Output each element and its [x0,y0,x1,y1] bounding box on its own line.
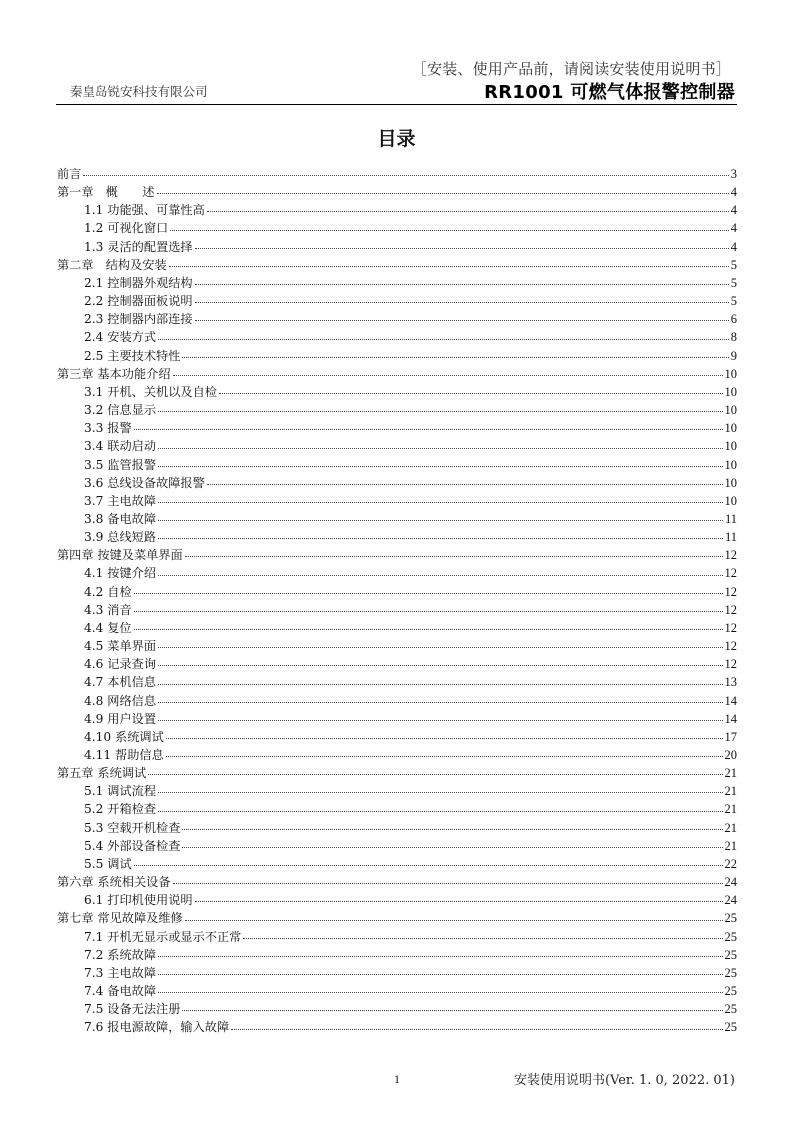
toc-section-entry[interactable] [57,401,737,419]
toc-entry-page-number: 9 [730,348,737,363]
toc-chapter-entry[interactable] [57,365,737,383]
toc-entry-label: 第六章 系统相关设备 [57,875,171,890]
toc-entry-label: 3.5 监管报警 [84,457,157,472]
toc-entry-label: 7.2 系统故障 [84,947,157,962]
toc-entry-page-number: 12 [724,548,737,563]
toc-section-entry[interactable] [57,419,737,437]
toc-section-entry[interactable] [57,510,737,528]
toc-entry-page-number: 10 [724,457,737,472]
toc-entry-page-number: 25 [724,984,737,999]
header-reading-note: ［安装、使用产品前，请阅读安装使用说明书］ [411,60,731,78]
dot-leader [182,1009,722,1011]
toc-entry-page-number: 21 [724,784,737,799]
toc-section-entry[interactable] [57,201,737,219]
toc-section-entry[interactable] [57,891,737,909]
dot-leader [157,192,729,194]
toc-entry-page-number: 4 [730,239,737,254]
toc-section-entry[interactable] [57,655,737,673]
dot-leader [158,791,722,793]
dot-leader [185,555,723,557]
toc-entry-label: 第二章 结构及安装 [57,257,167,272]
toc-entry-label: 第三章 基本功能介绍 [57,366,171,381]
header-product-title: RR1001 可燃气体报警控制器 [484,82,735,103]
toc-entry-label: 4.4 复位 [84,620,132,635]
dot-leader [158,447,722,449]
toc-entry-label: 4.3 消音 [84,602,132,617]
toc-section-entry[interactable] [57,819,737,837]
toc-entry-page-number: 3 [730,167,737,181]
toc-entry-page-number: 5 [730,257,737,272]
dot-leader [170,229,729,231]
toc-entry-label: 3.1 开机、关机以及自检 [84,384,217,399]
toc-entry-label: 2.2 控制器面板说明 [84,294,193,309]
toc-entry-label: 第四章 按键及菜单界面 [57,548,183,563]
toc-entry-page-number: 21 [724,838,737,853]
toc-entry-page-number: 11 [724,530,737,545]
toc-section-entry[interactable] [57,564,737,582]
toc-entry-label: 4.10 系统调试 [84,729,164,744]
dot-leader [148,773,722,775]
toc-chapter-entry[interactable] [57,873,737,891]
dot-leader [158,701,722,703]
toc-entry-page-number: 10 [724,493,737,508]
toc-entry-page-number: 25 [724,929,737,944]
toc-entry-page-number: 24 [724,875,737,890]
toc-entry-label: 第七章 常见故障及维修 [57,911,183,926]
dot-leader [158,810,722,812]
dot-leader [158,664,722,666]
toc-section-entry[interactable] [57,673,737,691]
toc-chapter-entry[interactable] [57,183,737,201]
toc-section-entry[interactable] [57,710,737,728]
toc-entry-page-number: 22 [724,856,737,871]
dot-leader [173,374,723,376]
toc-entry-page-number: 10 [724,475,737,490]
toc-section-entry[interactable] [57,274,737,292]
toc-section-entry[interactable] [57,383,737,401]
toc-entry-label: 2.3 控制器内部连接 [84,312,193,327]
dot-leader [195,900,723,902]
toc-entry-page-number: 5 [730,294,737,309]
table-of-contents [57,165,737,1037]
toc-entry-label: 4.11 帮助信息 [84,748,164,762]
toc-entry-page-number: 4 [730,203,737,218]
toc-entry-page-number: 12 [724,639,737,654]
toc-section-entry[interactable] [57,782,737,800]
dot-leader [134,592,723,594]
toc-entry-label: 3.6 总线设备故障报警 [84,475,205,490]
dot-leader [173,882,723,884]
toc-section-entry[interactable] [57,982,737,1000]
toc-section-entry[interactable] [57,964,737,982]
toc-entry-page-number: 20 [724,748,737,762]
toc-entry-label: 5.3 空载开机检查 [84,820,181,835]
toc-section-entry[interactable] [57,1000,737,1018]
dot-leader [231,1028,722,1030]
toc-entry-page-number: 8 [730,330,737,345]
header-divider [56,104,737,105]
toc-entry-page-number: 17 [724,729,737,744]
dot-leader [83,174,728,176]
toc-entry-label: 7.6 报电源故障，输入故障 [84,1020,230,1035]
footer-version: 安装使用说明书(Ver. 1. 0, 2022. 01) [513,1073,735,1088]
dot-leader [158,646,722,648]
toc-section-entry[interactable] [57,855,737,873]
toc-entry-label: 3.2 信息显示 [84,403,157,418]
toc-entry-label: 4.2 自检 [84,584,132,599]
toc-section-entry[interactable] [57,528,737,546]
toc-entry-page-number: 10 [724,366,737,381]
toc-section-entry[interactable] [57,583,737,601]
toc-entry-label: 7.4 备电故障 [84,984,157,999]
dot-leader [243,937,722,939]
toc-section-entry[interactable] [57,728,737,746]
dot-leader [195,319,729,321]
dot-leader [195,283,729,285]
toc-chapter-entry[interactable] [57,256,737,274]
toc-entry-label: 2.1 控制器外观结构 [84,275,193,290]
toc-chapter-entry[interactable] [57,764,737,782]
toc-section-entry[interactable] [57,601,737,619]
toc-section-entry[interactable] [57,328,737,346]
dot-leader [158,719,722,721]
toc-section-entry[interactable] [57,456,737,474]
dot-leader [219,392,723,394]
toc-entry-page-number: 14 [724,693,737,708]
toc-entry-label: 3.8 备电故障 [84,511,157,526]
toc-entry-label: 1.3 灵活的配置选择 [84,239,193,254]
toc-section-entry[interactable] [57,619,737,637]
dot-leader [195,301,729,303]
toc-chapter-entry[interactable] [57,546,737,564]
toc-entry-label: 4.6 记录查询 [84,657,157,672]
dot-leader [158,574,722,576]
toc-section-entry[interactable] [57,347,737,365]
dot-leader [158,683,722,685]
toc-title: 目录 [377,128,416,150]
toc-entry-label: 4.9 用户设置 [84,711,157,726]
dot-leader [182,356,728,358]
dot-leader [166,755,723,757]
toc-section-entry[interactable] [57,310,737,328]
toc-entry-label: 3.3 报警 [84,421,132,436]
toc-entry-page-number: 25 [724,1020,737,1035]
dot-leader [158,973,722,975]
toc-section-entry[interactable] [57,800,737,818]
toc-entry-label: 6.1 打印机使用说明 [84,893,193,908]
dot-leader [134,628,723,630]
toc-entry-page-number: 13 [724,675,737,690]
toc-entry-page-number: 4 [730,185,737,200]
dot-leader [158,955,722,957]
toc-section-entry[interactable] [57,492,737,510]
toc-entry-page-number: 12 [724,602,737,617]
toc-entry-page-number: 12 [724,657,737,672]
dot-leader [158,537,723,539]
header-company-name: 秦皇岛锐安科技有限公司 [70,84,208,99]
toc-entry-label: 4.8 网络信息 [84,693,157,708]
toc-section-entry[interactable] [57,746,737,764]
toc-entry-page-number: 6 [730,312,737,327]
footer-page-number: 1 [394,1072,400,1086]
toc-section-entry[interactable] [57,238,737,256]
toc-entry-page-number: 4 [730,221,737,236]
toc-entry-label: 3.4 联动启动 [84,439,157,454]
toc-section-entry[interactable] [57,1018,737,1036]
toc-entry-page-number: 24 [724,893,737,908]
toc-entry-page-number: 12 [724,620,737,635]
toc-section-entry[interactable] [57,292,737,310]
dot-leader [182,828,722,830]
toc-entry-label: 前言 [57,167,82,181]
dot-leader [158,465,722,467]
toc-entry-page-number: 14 [724,711,737,726]
dot-leader [134,864,723,866]
toc-entry-page-number: 10 [724,403,737,418]
toc-entry-page-number: 11 [724,511,737,526]
dot-leader [207,210,729,212]
toc-entry-label: 7.3 主电故障 [84,965,157,980]
toc-entry-label: 3.9 总线短路 [84,530,157,545]
toc-entry-page-number: 10 [724,439,737,454]
dot-leader [158,410,722,412]
toc-entry-label: 5.5 调试 [84,856,132,871]
dot-leader [169,265,729,267]
toc-entry-page-number: 5 [730,275,737,290]
toc-section-entry[interactable] [57,474,737,492]
toc-entry-label: 2.4 安装方式 [84,330,157,345]
toc-entry-page-number: 25 [724,947,737,962]
dot-leader [182,846,722,848]
toc-entry-label: 7.5 设备无法注册 [84,1002,181,1017]
toc-entry-label: 1.2 可视化窗口 [84,221,169,236]
dot-leader [158,519,723,521]
toc-chapter-entry[interactable] [57,909,737,927]
dot-leader [158,501,722,503]
toc-entry-label: 4.5 菜单界面 [84,639,157,654]
toc-chapter-entry[interactable] [57,165,737,183]
toc-section-entry[interactable] [57,637,737,655]
toc-section-entry[interactable] [57,437,737,455]
toc-entry-label: 1.1 功能强、可靠性高 [84,203,205,218]
toc-entry-label: 2.5 主要技术特性 [84,348,181,363]
toc-entry-label: 4.1 按键介绍 [84,566,157,581]
toc-section-entry[interactable] [57,928,737,946]
dot-leader [134,428,723,430]
toc-entry-label: 3.7 主电故障 [84,493,157,508]
dot-leader [195,247,729,249]
toc-entry-page-number: 12 [724,584,737,599]
toc-entry-label: 7.1 开机无显示或显示不正常 [84,929,242,944]
toc-entry-label: 5.1 调试流程 [84,784,157,799]
dot-leader [134,610,723,612]
toc-entry-label: 4.7 本机信息 [84,675,157,690]
dot-leader [207,483,723,485]
toc-section-entry[interactable] [57,692,737,710]
toc-entry-label: 第一章 概 述 [57,185,155,200]
toc-section-entry[interactable] [57,219,737,237]
dot-leader [185,919,723,921]
toc-entry-page-number: 25 [724,965,737,980]
toc-section-entry[interactable] [57,946,737,964]
toc-entry-page-number: 21 [724,766,737,781]
toc-entry-page-number: 10 [724,384,737,399]
toc-entry-page-number: 12 [724,566,737,581]
dot-leader [158,338,729,340]
toc-entry-label: 5.2 开箱检查 [84,802,157,817]
toc-entry-page-number: 10 [724,421,737,436]
toc-entry-page-number: 25 [724,911,737,926]
toc-entry-label: 第五章 系统调试 [57,766,147,781]
toc-section-entry[interactable] [57,837,737,855]
dot-leader [166,737,723,739]
toc-entry-page-number: 21 [724,820,737,835]
toc-entry-page-number: 25 [724,1002,737,1017]
dot-leader [158,991,722,993]
toc-entry-label: 5.4 外部设备检查 [84,838,181,853]
toc-entry-page-number: 21 [724,802,737,817]
